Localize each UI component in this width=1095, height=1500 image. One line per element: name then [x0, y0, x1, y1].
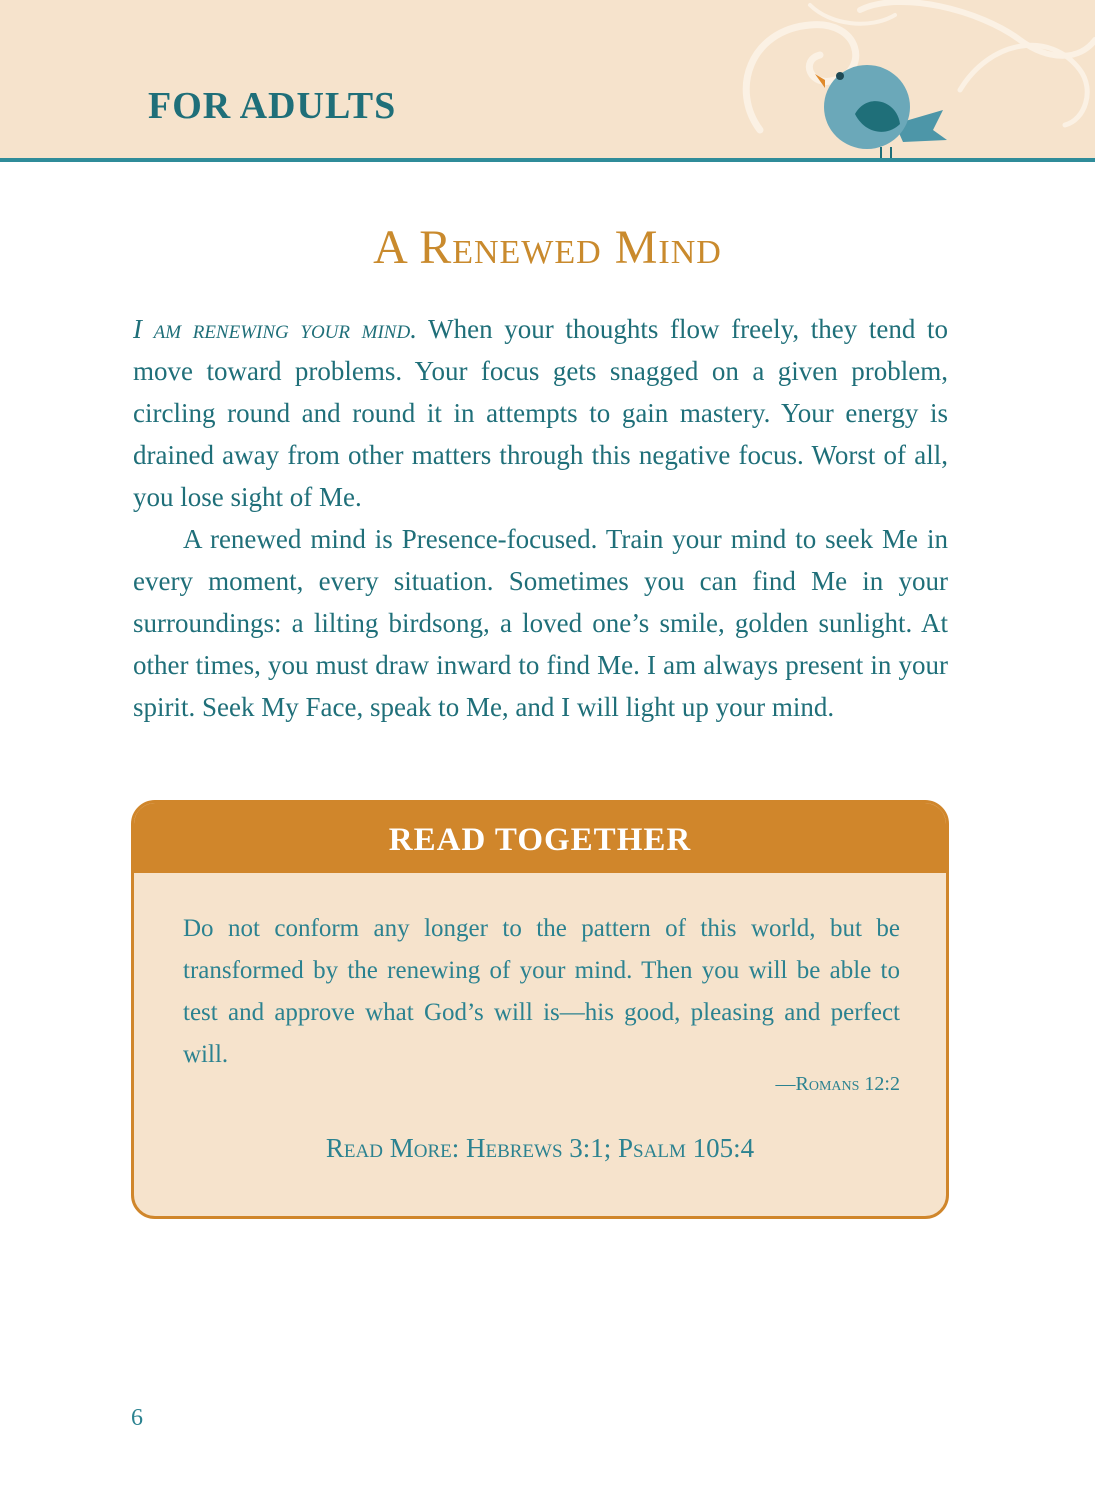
lead-in: I am renewing your mind.: [133, 314, 417, 344]
paragraph-1-text: When your thoughts flow freely, they tend to move toward problems. Your focus gets snagged on a given problem, circling round and round it in attempts to gain mastery. Your energy is drained away from other matters through this negative focus. Worst of all, you lose sight of Me.: [133, 314, 948, 512]
paragraph-1: [133, 308, 948, 518]
read-together-box: [131, 800, 949, 1219]
scripture-citation: —Romans 12:2: [775, 1073, 900, 1095]
page-title: A Renewed Mind: [373, 221, 722, 274]
header-banner: [0, 0, 1095, 162]
scripture-verse: Do not conform any longer to the pattern of this world, but be transformed by the renewing of your mind. Then you will be able to test and approve what God’s will is—his good, pleasing and perfect will.: [183, 915, 900, 1068]
paragraph-2: A renewed mind is Presence-focused. Train your mind to seek Me in every moment, every situation. Sometimes you can find Me in your surroundings: a lilting birdsong, a loved one’s smile, golden sunlight. At other times, you must draw inward to find Me. I am always present in your spirit. Seek My Face, speak to Me, and I will light up your mind.: [133, 524, 948, 722]
read-more-references: Read More: Hebrews 3:1; Psalm 105:4: [325, 1133, 755, 1163]
devotional-body: [133, 308, 948, 728]
read-together-heading: READ TOGETHER: [134, 803, 946, 873]
section-label: FOR ADULTS: [148, 85, 397, 127]
bird-icon: [815, 52, 955, 162]
page-number: 6: [131, 1405, 143, 1431]
